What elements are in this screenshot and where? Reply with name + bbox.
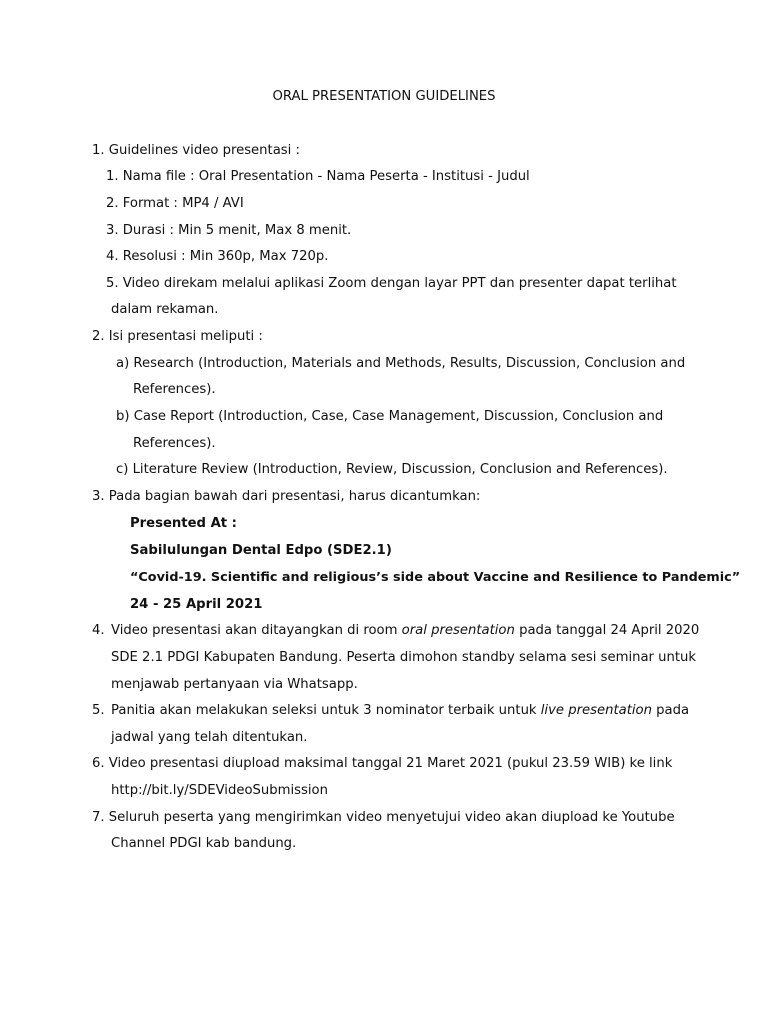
event-date: 24 - 25 April 2021 xyxy=(130,597,263,612)
s2-item-a-cont: References). xyxy=(133,382,216,397)
s4-text-1a: Video presentasi akan ditayangkan di room xyxy=(111,623,402,638)
s5-line-2: jadwal yang telah ditentukan. xyxy=(111,730,308,745)
s4-line-2: SDE 2.1 PDGI Kabupaten Bandung. Peserta dimohon standby selama sesi seminar untuk xyxy=(111,650,697,665)
s2-item-b-cont: References). xyxy=(133,436,216,451)
s4-line-1 xyxy=(111,618,700,645)
s5-text-1b: pada xyxy=(651,703,690,718)
presented-at-label: Presented At : xyxy=(130,516,237,531)
section-1-heading: 1. Guidelines video presentasi : xyxy=(92,143,300,158)
event-theme: “Covid-19. Scientific and religious’s side about Vaccine and Resilience to Pandemic” xyxy=(130,570,741,585)
s4-italic-term: oral presentation xyxy=(401,623,515,638)
s5-text-1a: Panitia akan melakukan seleksi untuk 3 nominator terbaik untuk xyxy=(111,703,541,718)
section-5-number: 5. xyxy=(92,703,105,718)
s2-item-b: b) Case Report (Introduction, Case, Case Management, Discussion, Conclusion and xyxy=(116,409,664,424)
s1-item-5-cont: dalam rekaman. xyxy=(111,302,219,317)
document-title: ORAL PRESENTATION GUIDELINES xyxy=(272,89,496,104)
s2-item-a: a) Research (Introduction, Materials and Methods, Results, Discussion, Conclusion and xyxy=(116,356,686,371)
s1-item-5: 5. Video direkam melalui aplikasi Zoom dengan layar PPT dan presenter dapat terlihat xyxy=(106,276,677,291)
s1-item-1: 1. Nama file : Oral Presentation - Nama Peserta - Institusi - Judul xyxy=(106,169,530,184)
section-2-heading: 2. Isi presentasi meliputi : xyxy=(92,329,263,344)
s4-line-3: menjawab pertanyaan via Whatsapp. xyxy=(111,677,358,692)
event-name: Sabilulungan Dental Edpo (SDE2.1) xyxy=(130,543,392,558)
section-6-line-1: 6. Video presentasi diupload maksimal tanggal 21 Maret 2021 (pukul 23.59 WIB) ke link xyxy=(92,756,673,771)
s1-item-3: 3. Durasi : Min 5 menit, Max 8 menit. xyxy=(106,223,352,238)
section-7-line-1: 7. Seluruh peserta yang mengirimkan video menyetujui video akan diupload ke Youtube xyxy=(92,810,675,825)
s1-item-4: 4. Resolusi : Min 360p, Max 720p. xyxy=(106,249,329,264)
s1-item-2: 2. Format : MP4 / AVI xyxy=(106,196,244,211)
s5-line-1 xyxy=(111,698,690,725)
section-7-line-2: Channel PDGI kab bandung. xyxy=(111,836,297,851)
section-4-number: 4. xyxy=(92,623,105,638)
s5-italic-term: live presentation xyxy=(540,703,652,718)
submission-link[interactable]: http://bit.ly/SDEVideoSubmission xyxy=(111,783,328,798)
s2-item-c: c) Literature Review (Introduction, Review, Discussion, Conclusion and References). xyxy=(116,462,668,477)
s4-text-1b: pada tanggal 24 April 2020 xyxy=(514,623,700,638)
section-3-heading: 3. Pada bagian bawah dari presentasi, harus dicantumkan: xyxy=(92,489,481,504)
